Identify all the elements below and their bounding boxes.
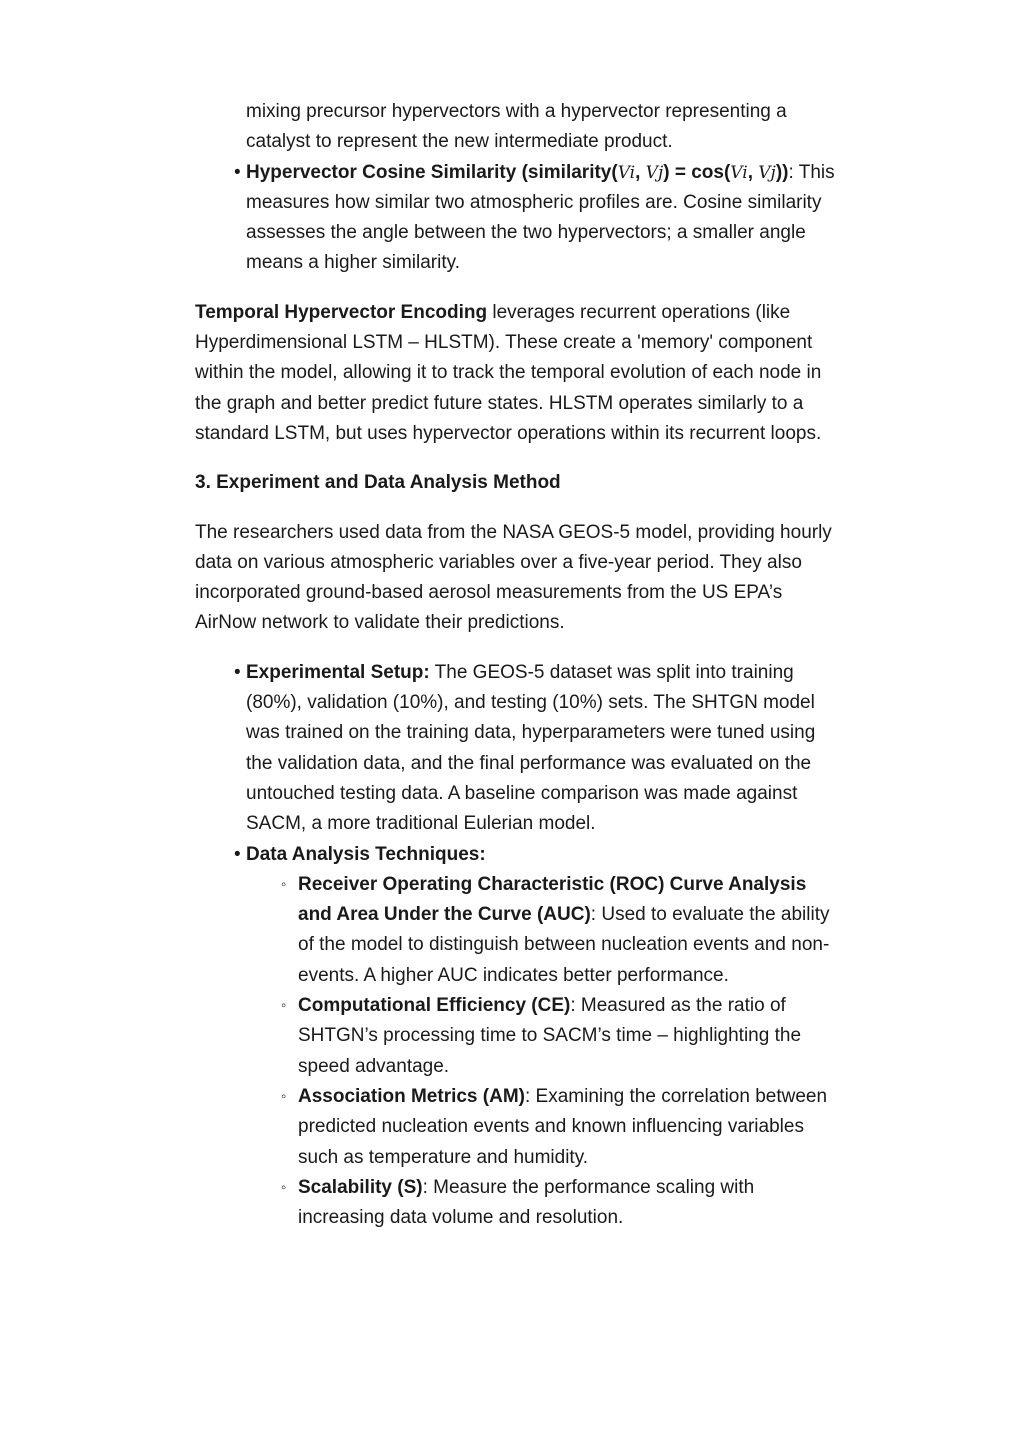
- bold-term: Temporal Hypervector Encoding: [195, 301, 488, 323]
- sublist-item-roc-auc: ◦ Receiver Operating Characteristic (ROC) Curve Analysis and Area Under the Curve (AUC): Used to evaluate the ability of the model to distinguish between nucleation events and non-events. A higher AUC indicates better performance.: [298, 870, 835, 991]
- similarity-list: [195, 158, 835, 279]
- bold-term: Hypervector Cosine Similarity (similarity(Vi, Vj) = cos(Vi, Vj)): [246, 161, 789, 183]
- bold-term: Experimental Setup:: [246, 661, 430, 683]
- list-item-data-analysis-techniques: [246, 840, 835, 1234]
- list-item-cosine-similarity: • Hypervector Cosine Similarity (similarity(Vi, Vj) = cos(Vi, Vj)): This measures how similar two atmospheric profiles are. Cosine similarity assesses the angle between the two hypervectors; a smaller angle means a higher similarity.: [246, 158, 835, 279]
- sublist-item-scalability: ◦ Scalability (S): Measure the performance scaling with increasing data volume and resolution.: [298, 1173, 835, 1234]
- list-item-experimental-setup: • Experimental Setup: The GEOS-5 dataset was split into training (80%), validation (10%), and testing (10%) sets. The SHTGN model was trained on the training data, hyperparameters were tuned using the validation data, and the final performance was evaluated on the untouched testing data. A baseline comparison was made against SACM, a more traditional Eulerian model.: [246, 658, 835, 840]
- intro-paragraph: The researchers used data from the NASA GEOS-5 model, providing hourly data on various atmospheric variables over a five-year period. They also incorporated ground-based aerosol measurements from the US EPA’s AirNow network to validate their predictions.: [195, 521, 832, 634]
- list-item-text: This measures how similar two atmospheric profiles are. Cosine similarity assesses the angle between the two hypervectors; a smaller angle means a higher similarity.: [246, 161, 835, 274]
- sublist-item-computational-efficiency: ◦ Computational Efficiency (CE): Measured as the ratio of SHTGN’s processing time to SACM’s time – highlighting the speed advantage.: [298, 991, 835, 1082]
- document-page: [195, 97, 835, 1233]
- bold-term: Data Analysis Techniques:: [246, 843, 486, 865]
- sublist-item-association-metrics: ◦ Association Metrics (AM): Examining the correlation between predicted nucleation events and known influencing variables such as temperature and humidity.: [298, 1082, 835, 1173]
- method-list: [195, 658, 835, 1234]
- section-heading: 3. Experiment and Data Analysis Method: [195, 472, 561, 494]
- temporal-encoding-paragraph: Temporal Hypervector Encoding leverages recurrent operations (like Hyperdimensional LSTM – HLSTM). These create a 'memory' component within the model, allowing it to track the temporal evolution of each node in the graph and better predict future states. HLSTM operates similarly to a standard LSTM, but uses hypervector operations within its recurrent loops.: [195, 301, 822, 444]
- techniques-sublist: [246, 870, 835, 1234]
- list-item-continuation: mixing precursor hypervectors with a hypervector representing a catalyst to represent the new intermediate product.: [246, 101, 787, 153]
